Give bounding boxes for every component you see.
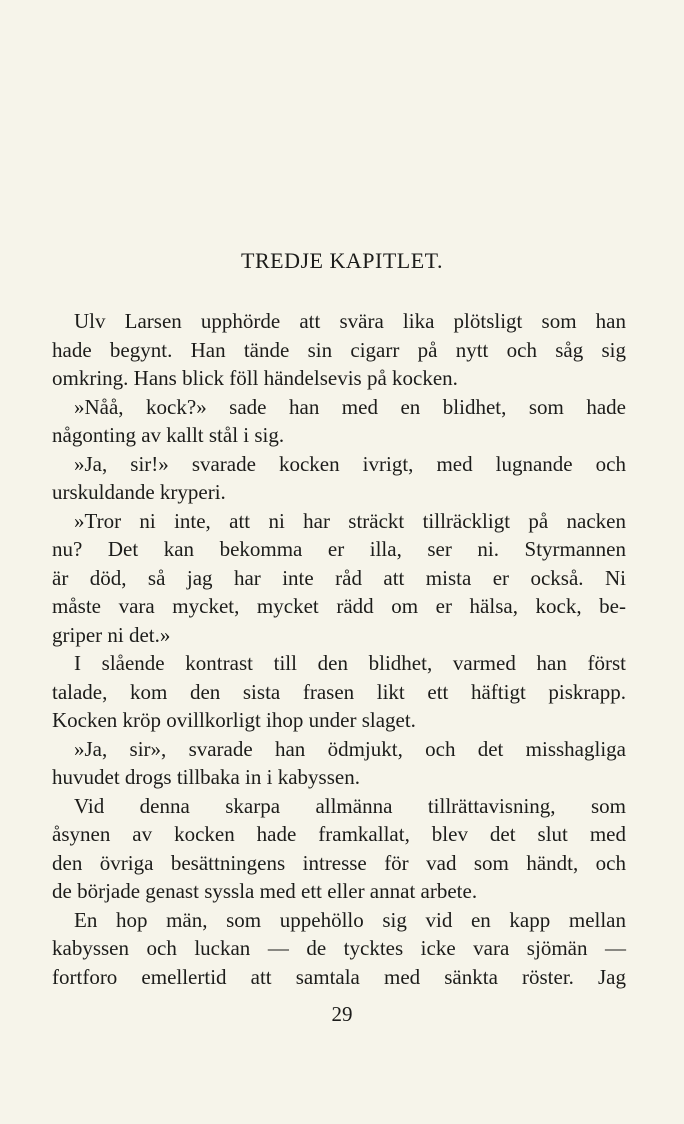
text-line: En hop män, som uppehöllo sig vid en kapp mellan: [74, 907, 626, 932]
text-line: fortforo emellertid att samtala med sänkta röster. Jag: [52, 964, 626, 989]
text-line: Kocken kröp ovillkorligt ihop under slaget.: [52, 708, 416, 732]
text-line: talade, kom den sista frasen likt ett häftigt piskrapp.: [52, 679, 626, 704]
text-line: omkring. Hans blick föll händelsevis på kocken.: [52, 366, 458, 390]
text-line: någonting av kallt stål i sig.: [52, 423, 285, 447]
body-text: [52, 307, 626, 991]
text-line: kabyssen och luckan — de tycktes icke vara sjömän —: [52, 936, 626, 960]
text-line: den övriga besättningens intresse för vad som händt, och: [52, 850, 626, 875]
text-line: huvudet drogs tillbaka in i kabyssen.: [52, 765, 360, 789]
text-line: griper ni det.»: [52, 622, 171, 647]
text-line: Vid denna skarpa allmänna tillrättavisning, som: [74, 793, 626, 818]
text-line: hade begynt. Han tände sin cigarr på nytt och såg sig: [52, 337, 626, 362]
text-line: Ulv Larsen upphörde att svära lika plötsligt som han: [74, 309, 626, 333]
text-line: »Nåå, kock?» sade han med en blidhet, som hade: [74, 394, 626, 419]
chapter-title: TREDJE KAPITLET.: [241, 248, 443, 273]
text-line: I slående kontrast till den blidhet, varmed han först: [74, 651, 626, 675]
text-line: urskuldande kryperi.: [52, 480, 226, 504]
text-line: »Tror ni inte, att ni har sträckt tillräckligt på nacken: [74, 508, 626, 533]
text-line: »Ja, sir!» svarade kocken ivrigt, med lugnande och: [74, 451, 626, 476]
text-line: åsynen av kocken hade framkallat, blev det slut med: [52, 822, 626, 846]
text-line: nu? Det kan bekomma er illa, ser ni. Styrmannen: [52, 537, 626, 561]
page-number: 29: [331, 1002, 353, 1026]
text-line: »Ja, sir», svarade han ödmjukt, och det misshagliga: [74, 736, 626, 761]
text-line: är död, så jag har inte råd att mista er också. Ni: [52, 565, 626, 590]
text-line: måste vara mycket, mycket rädd om er hälsa, kock, be-: [52, 594, 626, 618]
text-line: de började genast syssla med ett eller annat arbete.: [52, 879, 478, 903]
